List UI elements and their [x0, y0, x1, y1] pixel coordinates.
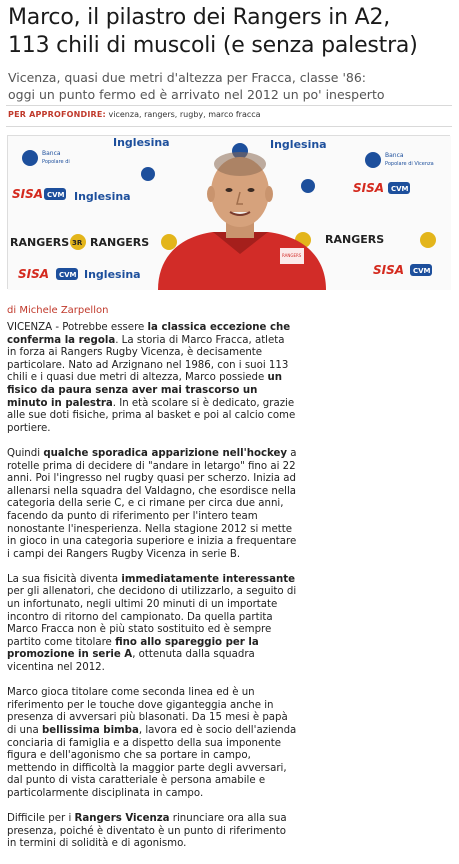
svg-text:Inglesina: Inglesina [84, 268, 141, 281]
p1-text-a: VICENZA - Potrebbe essere [7, 322, 148, 333]
p5-bold-b: Rangers Vicenza [74, 813, 170, 825]
svg-text:RANGERS: RANGERS [325, 233, 385, 246]
svg-text:Banca: Banca [385, 152, 404, 159]
paragraph-2 [7, 448, 297, 561]
headline-line-1: Marco, il pilastro dei Rangers in A2, [8, 5, 391, 30]
p3-text-a: La sua fisicità diventa [7, 573, 122, 585]
p4-text-c: , lavora ed è socio dell'azienda conciaria di famiglia e a dispetto della sua imponente figura e dell'agonismo che sa portare in campo, mettendo in difficoltà la maggior parte degli avversari, dal punto di vista caratteriale è persona amabile e particolarmente disciplinata in campo. [7, 725, 297, 799]
svg-text:SISA: SISA [353, 181, 385, 195]
sponsor-inglesina-1: Inglesina [113, 136, 170, 149]
article-subhead [8, 69, 448, 103]
player-photo-illustration [8, 136, 451, 290]
p4-text-a: Marco gioca titolare come seconda linea ed è un riferimento per le touche dove giganteggia anche in presenza di avversari più blasonati. Da 15 mesi è papà di una [7, 687, 288, 736]
svg-text:CVM: CVM [59, 271, 77, 279]
svg-text:Banca: Banca [42, 150, 61, 157]
p2-text-c: a rotelle prima di decidere di "andare in letargo" fino ai 22 anni. Poi l'ingresso nel rugby quasi per scherzo. Inizia ad allenarsi nella squadra del Valdagno, che esordisce nella categoria della serie C, e ci rimane per circa due anni, facendo da punto di riferimento per l'intero team nonostante l'inesperienza. Nella stagione 2012 si mette in gioco in una categoria superiore e inizia a frequentare i campi dei Rangers Rugby Vicenza in serie B. [7, 447, 297, 560]
p2-bold-b: qualche sporadica apparizione nell'hockey [43, 447, 288, 459]
p1-bold-b: la classica eccezione che conferma la regola [7, 322, 291, 346]
svg-text:Inglesina: Inglesina [74, 190, 131, 203]
article-byline [7, 305, 108, 316]
svg-text:Popolare di Vicenza: Popolare di Vicenza [385, 161, 434, 167]
p3-text-e: , ottenuta dalla squadra vicentina nel 2012. [7, 649, 255, 674]
divider-top [6, 105, 452, 106]
tags-label: PER APPROFONDIRE: [8, 110, 106, 119]
sponsor-cvm-1: CVM [47, 191, 65, 199]
paragraph-1 [7, 322, 297, 435]
article-headline [8, 4, 456, 60]
p1-text-c: . La storia di Marco Fracca, atleta in forza ai Rangers Rugby Vicenza, è decisamente particolare. Nato ad Arzignano nel 1986, con i suoi 113 chili e i quasi due metri di altezza, Marco possiede [7, 334, 289, 384]
p3-text-c: per gli allenatori, che decidono di utilizzarlo, a seguito di un infortunato, negli ultimi 20 minuti di un importate incontro di ritorno del campionato. Da quella partita Marco Fracca non è più stato sostituito ed è sempre partito come titolare [7, 586, 297, 648]
headline-line-2: 113 chili di muscoli (e senza palestra) [8, 33, 418, 58]
svg-text:RANGERS: RANGERS [90, 236, 150, 249]
paragraph-3 [7, 574, 297, 675]
p5-text-c: rinunciare ora alla sua presenza, poiché è diventato è un punto di riferimento in termini di solidità e di agonismo. [7, 813, 287, 850]
p1-bold-d: un fisico da paura senza aver mai trascorso un minuto in palestra [7, 372, 283, 409]
related-tags: PER APPROFONDIRE: vicenza, rangers, rugby, marco fracca [8, 110, 261, 119]
p3-bold-d: fino allo spareggio per la promozione in serie A [7, 636, 259, 661]
paragraph-5 [7, 813, 297, 851]
svg-text:SISA: SISA [18, 267, 50, 281]
subhead-line-1: Vicenza, quasi due metri d'altezza per Fracca, classe '86: [8, 70, 367, 85]
tag-link-rangers[interactable]: rangers [144, 110, 175, 119]
paragraph-4 [7, 687, 297, 800]
p5-text-a: Difficile per i [7, 813, 75, 825]
tag-link-marco-fracca[interactable]: marco fracca [208, 110, 261, 119]
svg-text:SISA: SISA [373, 263, 405, 277]
subhead-line-2: oggi un punto fermo ed è arrivato nel 2012 un po' inesperto [8, 87, 385, 102]
p2-text-a: Quindi [7, 447, 44, 459]
tag-link-vicenza[interactable]: vicenza [108, 110, 139, 119]
byline-prefix: di [7, 305, 17, 316]
author-name: Michele Zarpellon [19, 305, 109, 316]
sponsor-sisa-1: SISA [12, 187, 44, 201]
svg-text:CVM: CVM [413, 267, 431, 275]
svg-text:Popolare di: Popolare di [42, 159, 70, 165]
tag-link-rugby[interactable]: rugby [179, 110, 204, 119]
team-badge-1: 3R [72, 239, 83, 247]
svg-text:CVM: CVM [391, 185, 409, 193]
divider-bottom [6, 126, 452, 127]
svg-text:Inglesina: Inglesina [270, 138, 327, 151]
svg-text:RANGERS: RANGERS [282, 253, 302, 258]
team-name-1: RANGERS [10, 236, 70, 249]
p4-bold-b: bellissima bimba [41, 725, 139, 736]
p1-text-e: . In età scolare si è dedicato, grazie alle sue doti fisiche, prima al basket e poi al calcio come portiere. [7, 397, 296, 434]
article-photo [7, 135, 450, 289]
p3-bold-b: immediatamente interessante [121, 573, 296, 585]
article-body [7, 322, 297, 864]
